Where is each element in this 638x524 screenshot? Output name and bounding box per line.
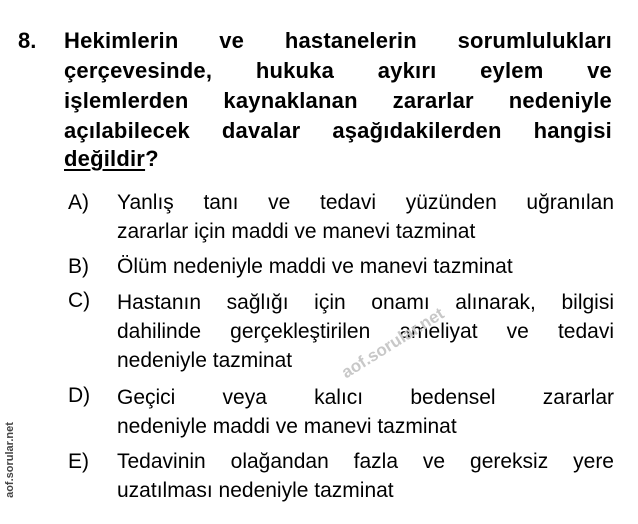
option-c-line: nedeniyle tazminat — [117, 349, 293, 372]
option-a-line: zararlar için maddi ve manevi tazminat — [117, 220, 476, 243]
option-e-line: Tedavinin olağandan fazla ve gereksiz yere — [117, 450, 614, 473]
option-d-line: Geçici veya kalıcı bedensel zararlar — [117, 386, 614, 409]
question-line: çerçevesinde, hukuka aykırı eylem ve — [64, 58, 612, 83]
question-number: 8. — [18, 28, 37, 53]
question-end-mark: ? — [145, 146, 159, 171]
question-line: açılabilecek davalar aşağıdakilerden hangisi — [64, 118, 612, 143]
option-b-line: Ölüm nedeniyle maddi ve manevi tazminat — [117, 255, 513, 278]
option-d-letter: D) — [68, 384, 91, 407]
option-c-line: Hastanın sağlığı için onamı alınarak, bilgisi — [117, 291, 614, 314]
question-last-line — [64, 144, 612, 174]
question-line: işlemlerden kaynaklanan zararlar nedeniyle — [64, 88, 612, 113]
option-a-letter: A) — [68, 191, 89, 214]
option-e-letter: E) — [68, 450, 89, 473]
option-d-line: nedeniyle maddi ve manevi tazminat — [117, 415, 457, 438]
question-line: Hekimlerin ve hastanelerin sorumlulukları — [64, 28, 612, 53]
option-a-line: Yanlış tanı ve tedavi yüzünden uğranılan — [117, 191, 614, 214]
option-b-letter: B) — [68, 255, 89, 278]
side-watermark: aof.sorular.net — [4, 422, 16, 498]
option-c-letter: C) — [68, 289, 91, 312]
option-e-line: uzatılması nedeniyle tazminat — [117, 479, 394, 502]
question-emphasis: değildir — [64, 146, 146, 171]
option-c-line: dahilinde gerçekleştirilen ameliyat ve tedavi — [117, 320, 614, 343]
diagonal-watermark: aof.sorular.net — [338, 303, 448, 383]
